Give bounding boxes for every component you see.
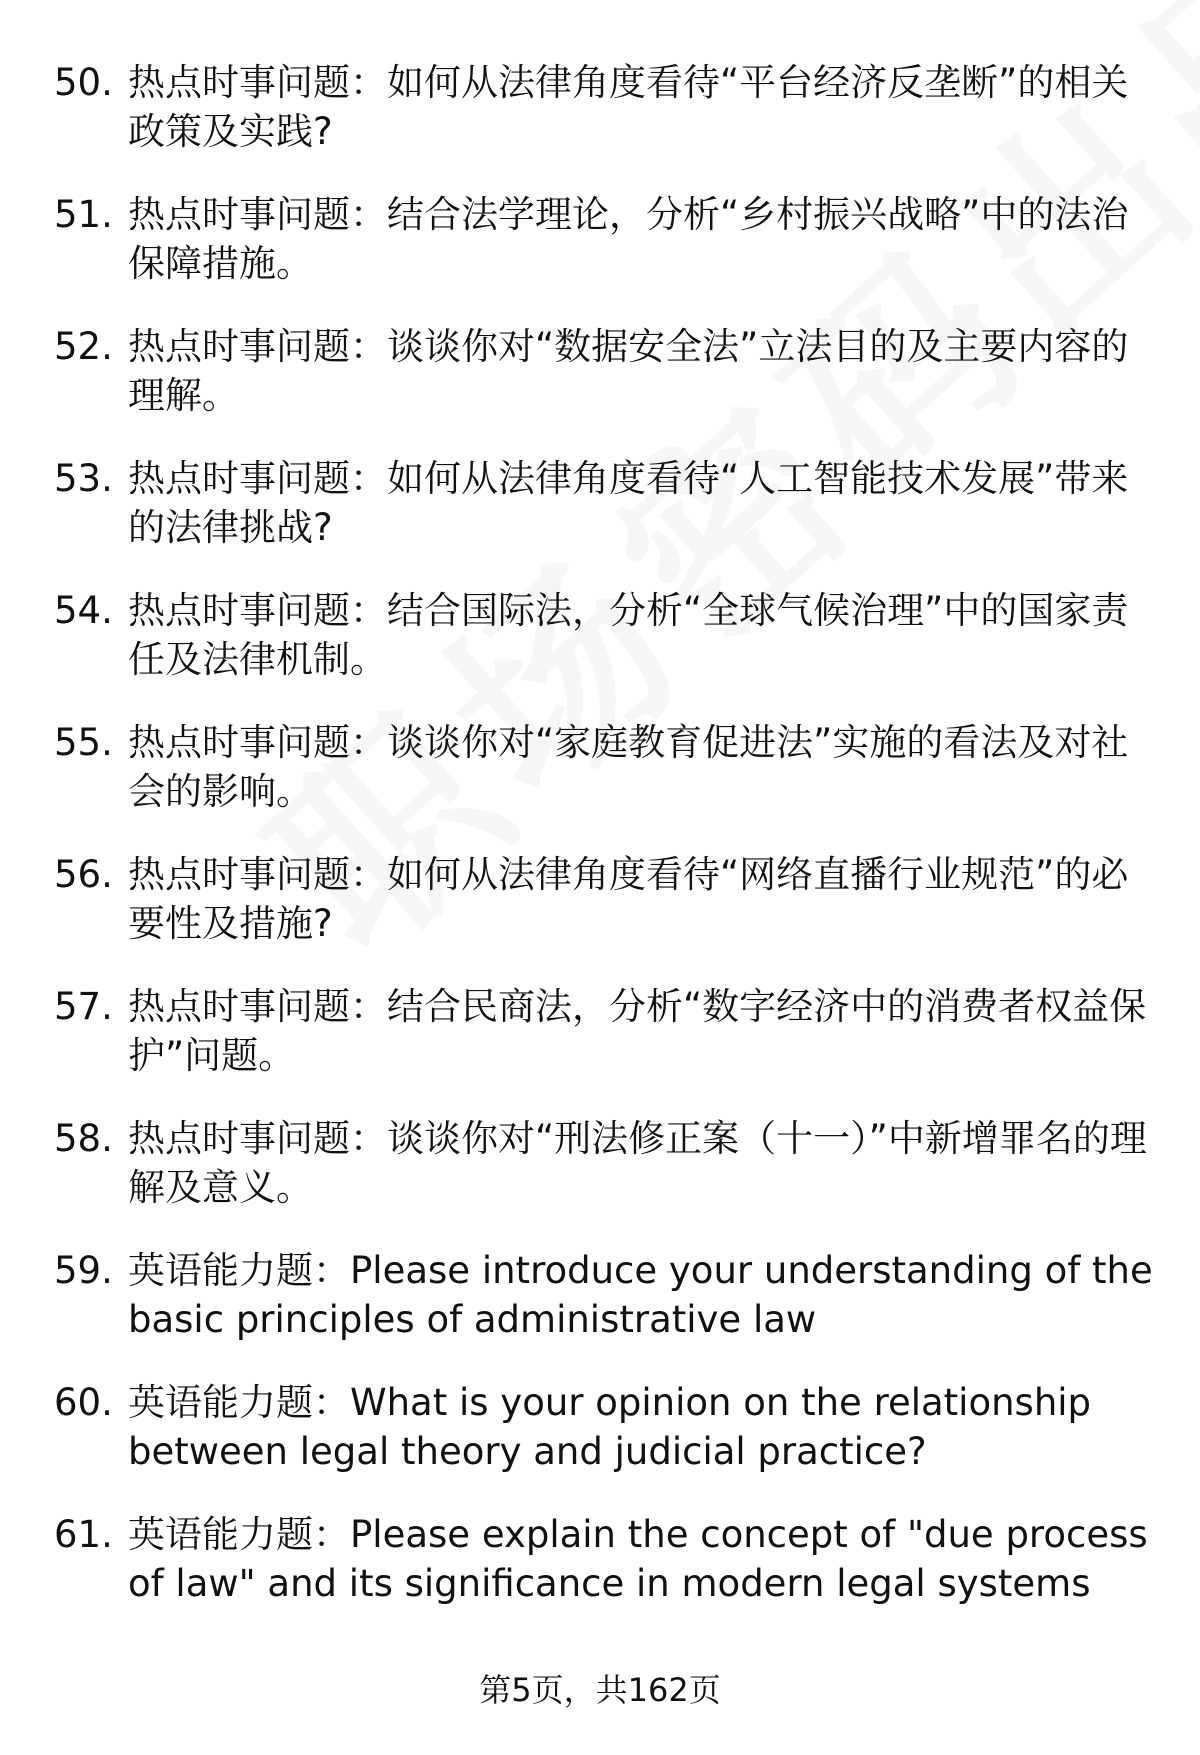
list-item	[54, 982, 1154, 1114]
item-text: 热点时事问题：谈谈你对“家庭教育促进法”实施的看法及对社会的影响。	[128, 721, 1129, 813]
item-text: 热点时事问题：如何从法律角度看待“人工智能技术发展”带来的法律挑战?	[128, 457, 1129, 549]
item-text: 热点时事问题：如何从法律角度看待“网络直播行业规范”的必要性及措施?	[128, 853, 1129, 945]
list-item	[54, 1246, 1154, 1378]
question-list	[54, 58, 1154, 1642]
item-text: 热点时事问题：结合民商法，分析“数字经济中的消费者权益保护”问题。	[128, 985, 1147, 1077]
item-number: 55.	[54, 721, 113, 764]
item-number: 51.	[54, 193, 113, 236]
item-number: 60.	[54, 1381, 113, 1424]
list-item	[54, 586, 1154, 718]
item-number: 58.	[54, 1117, 113, 1160]
item-text: 热点时事问题：结合法学理论，分析“乡村振兴战略”中的法治保障措施。	[128, 193, 1129, 285]
item-number: 61.	[54, 1513, 113, 1556]
list-item	[54, 850, 1154, 982]
item-number: 50.	[54, 61, 113, 104]
item-text: 英语能力题：Please introduce your understanding of the basic principles of administrative law	[128, 1249, 1153, 1341]
item-text: 英语能力题：What is your opinion on the relationship between legal theory and judicial practice?	[128, 1381, 1092, 1473]
list-item	[54, 718, 1154, 850]
item-number: 52.	[54, 325, 113, 368]
item-number: 59.	[54, 1249, 113, 1292]
item-number: 54.	[54, 589, 113, 632]
item-text: 热点时事问题：结合国际法，分析“全球气候治理”中的国家责任及法律机制。	[128, 589, 1129, 681]
list-item	[54, 322, 1154, 454]
list-item	[54, 58, 1154, 190]
item-text: 热点时事问题：如何从法律角度看待“平台经济反垄断”的相关政策及实践?	[128, 61, 1129, 153]
item-number: 57.	[54, 985, 113, 1028]
list-item	[54, 1510, 1154, 1642]
list-item	[54, 1114, 1154, 1246]
item-text: 热点时事问题：谈谈你对“数据安全法”立法目的及主要内容的理解。	[128, 325, 1129, 417]
item-number: 56.	[54, 853, 113, 896]
item-number: 53.	[54, 457, 113, 500]
list-item	[54, 190, 1154, 322]
page-footer: 第5页，共162页	[479, 1671, 721, 1709]
item-text: 热点时事问题：谈谈你对“刑法修正案（十一）”中新增罪名的理解及意义。	[128, 1117, 1147, 1209]
list-item	[54, 1378, 1154, 1510]
item-text: 英语能力题：Please explain the concept of "due process of law" and its significance in modern legal systems	[128, 1513, 1148, 1605]
list-item	[54, 454, 1154, 586]
